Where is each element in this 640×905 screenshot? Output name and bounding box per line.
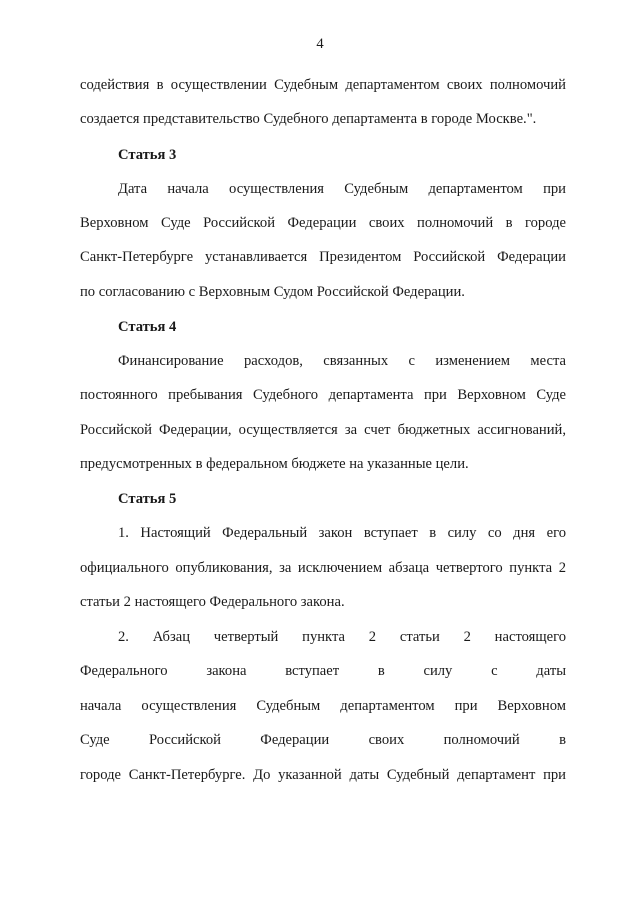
text-line: городе Санкт-Петербурге. До указанной даты Судебный департамент при [80, 767, 566, 783]
text-line: Суде Российской Федерации своих полномочий в [80, 732, 566, 748]
text-line: Верховном Суде Российской Федерации своих полномочий в городе [80, 215, 566, 231]
article-heading: Статья 3 [118, 147, 177, 163]
text-line: по согласованию с Верховным Судом Российской Федерации. [80, 284, 465, 300]
text-line: содействия в осуществлении Судебным департаментом своих полномочий [80, 77, 566, 93]
text-line: Дата начала осуществления Судебным департаментом при [118, 181, 566, 197]
text-line: Финансирование расходов, связанных с изменением места [118, 353, 566, 369]
page-number: 4 [316, 36, 324, 52]
text-line: 1. Настоящий Федеральный закон вступает в силу со дня его [118, 525, 566, 541]
article-heading: Статья 5 [118, 491, 177, 507]
text-line: Российской Федерации, осуществляется за счет бюджетных ассигнований, [80, 422, 566, 438]
text-line: постоянного пребывания Судебного департамента при Верховном Суде [80, 387, 566, 403]
text-line: официального опубликования, за исключением абзаца четвертого пункта 2 [80, 560, 566, 576]
text-line: предусмотренных в федеральном бюджете на указанные цели. [80, 456, 469, 472]
text-line: статьи 2 настоящего Федерального закона. [80, 594, 345, 610]
text-line: Федерального закона вступает в силу с даты [80, 663, 566, 679]
text-line: начала осуществления Судебным департаментом при Верховном [80, 698, 566, 714]
text-line: создается представительство Судебного департамента в городе Москве.". [80, 111, 537, 127]
text-line: Санкт-Петербурге устанавливается Президентом Российской Федерации [80, 249, 566, 265]
article-heading: Статья 4 [118, 319, 177, 335]
text-line: 2. Абзац четвертый пункта 2 статьи 2 настоящего [118, 629, 566, 645]
